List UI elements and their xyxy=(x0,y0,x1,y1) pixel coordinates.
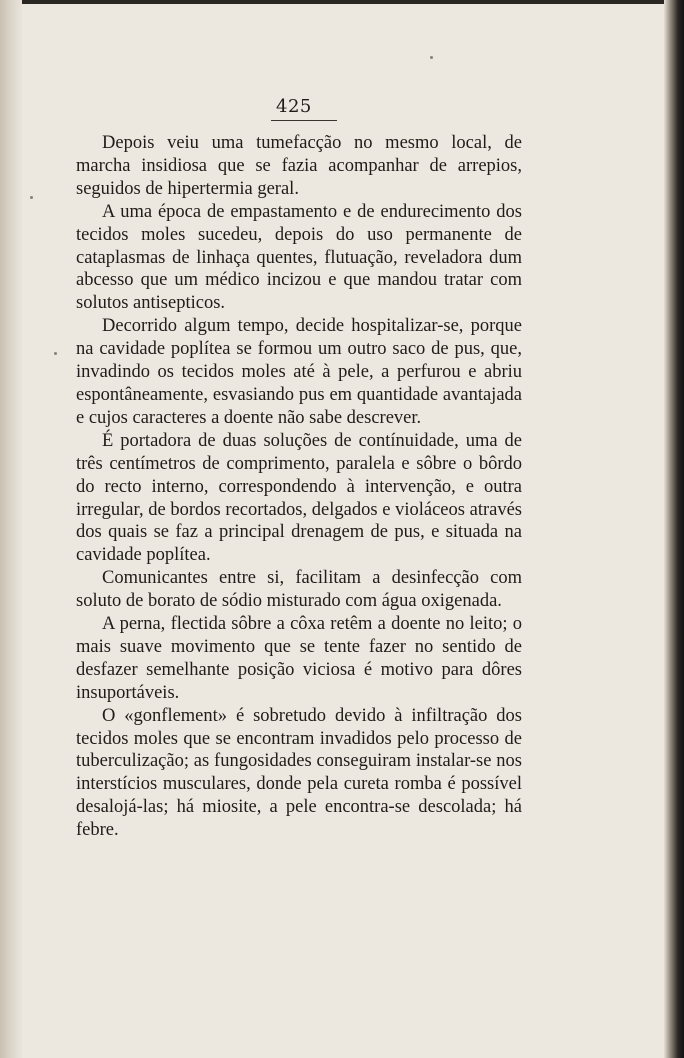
body-text xyxy=(76,132,522,842)
paragraph-3: Decorrido algum tempo, decide hospitalizar-se, porque na cavidade poplítea se formou um outro saco de pus, que, invadindo os tecidos moles até à pele, a perfurou e abriu espontâneamente, esvasiando pus em quantidade avantajada e cujos caracteres a doente não sabe descrever. xyxy=(76,316,522,428)
paragraph-7: O «gonflement» é sobretudo devido à infiltração dos tecidos moles que se encontram invadidos pelo processo de tuberculização; as fungosidades conseguiram instalar-se nos interstícios musculares, donde pela cureta romba é possível desalojá-las; há miosite, a pele encontra-se descolada; há febre. xyxy=(76,705,522,841)
binding-edge xyxy=(0,0,22,1058)
paper-speck xyxy=(430,56,433,59)
paragraph-6: A perna, flectida sôbre a côxa retêm a doente no leito; o mais suave movimento que se tente fazer no sentido de desfazer semelhante posição viciosa é motivo para dôres insuportáveis. xyxy=(76,614,522,703)
paper-speck xyxy=(54,352,57,355)
page-number-rule xyxy=(271,120,337,121)
paragraph-1: Depois veiu uma tumefacção no mesmo local, de marcha insidiosa que se fazia acompanhar de arrepios, seguidos de hipertermia geral. xyxy=(76,133,522,199)
paragraph-4: É portadora de duas soluções de contínuidade, uma de três centímetros de comprimento, paralela e sôbre o bôrdo do recto interno, correspondendo à intervenção, e outra irregular, de bordos recortados, delgados e violáceos através dos quais se faz a principal drenagem de pus, e situada na cavidade poplítea. xyxy=(76,430,522,566)
right-edge-shadow xyxy=(664,0,684,1058)
paragraph-2: A uma época de empastamento e de endurecimento dos tecidos moles sucedeu, depois do uso permanente de cataplasmas de linhaça quentes, flutuação, reveladora dum abcesso que um médico incizou e que mandou tratar com solutos antisepticos. xyxy=(76,201,522,314)
page xyxy=(22,4,664,1058)
paper-speck xyxy=(30,196,33,199)
page-number: 425 xyxy=(276,96,312,117)
paragraph-5: Comunicantes entre si, facilitam a desinfecção com soluto de borato de sódio misturado com água oxigenada. xyxy=(76,568,522,612)
